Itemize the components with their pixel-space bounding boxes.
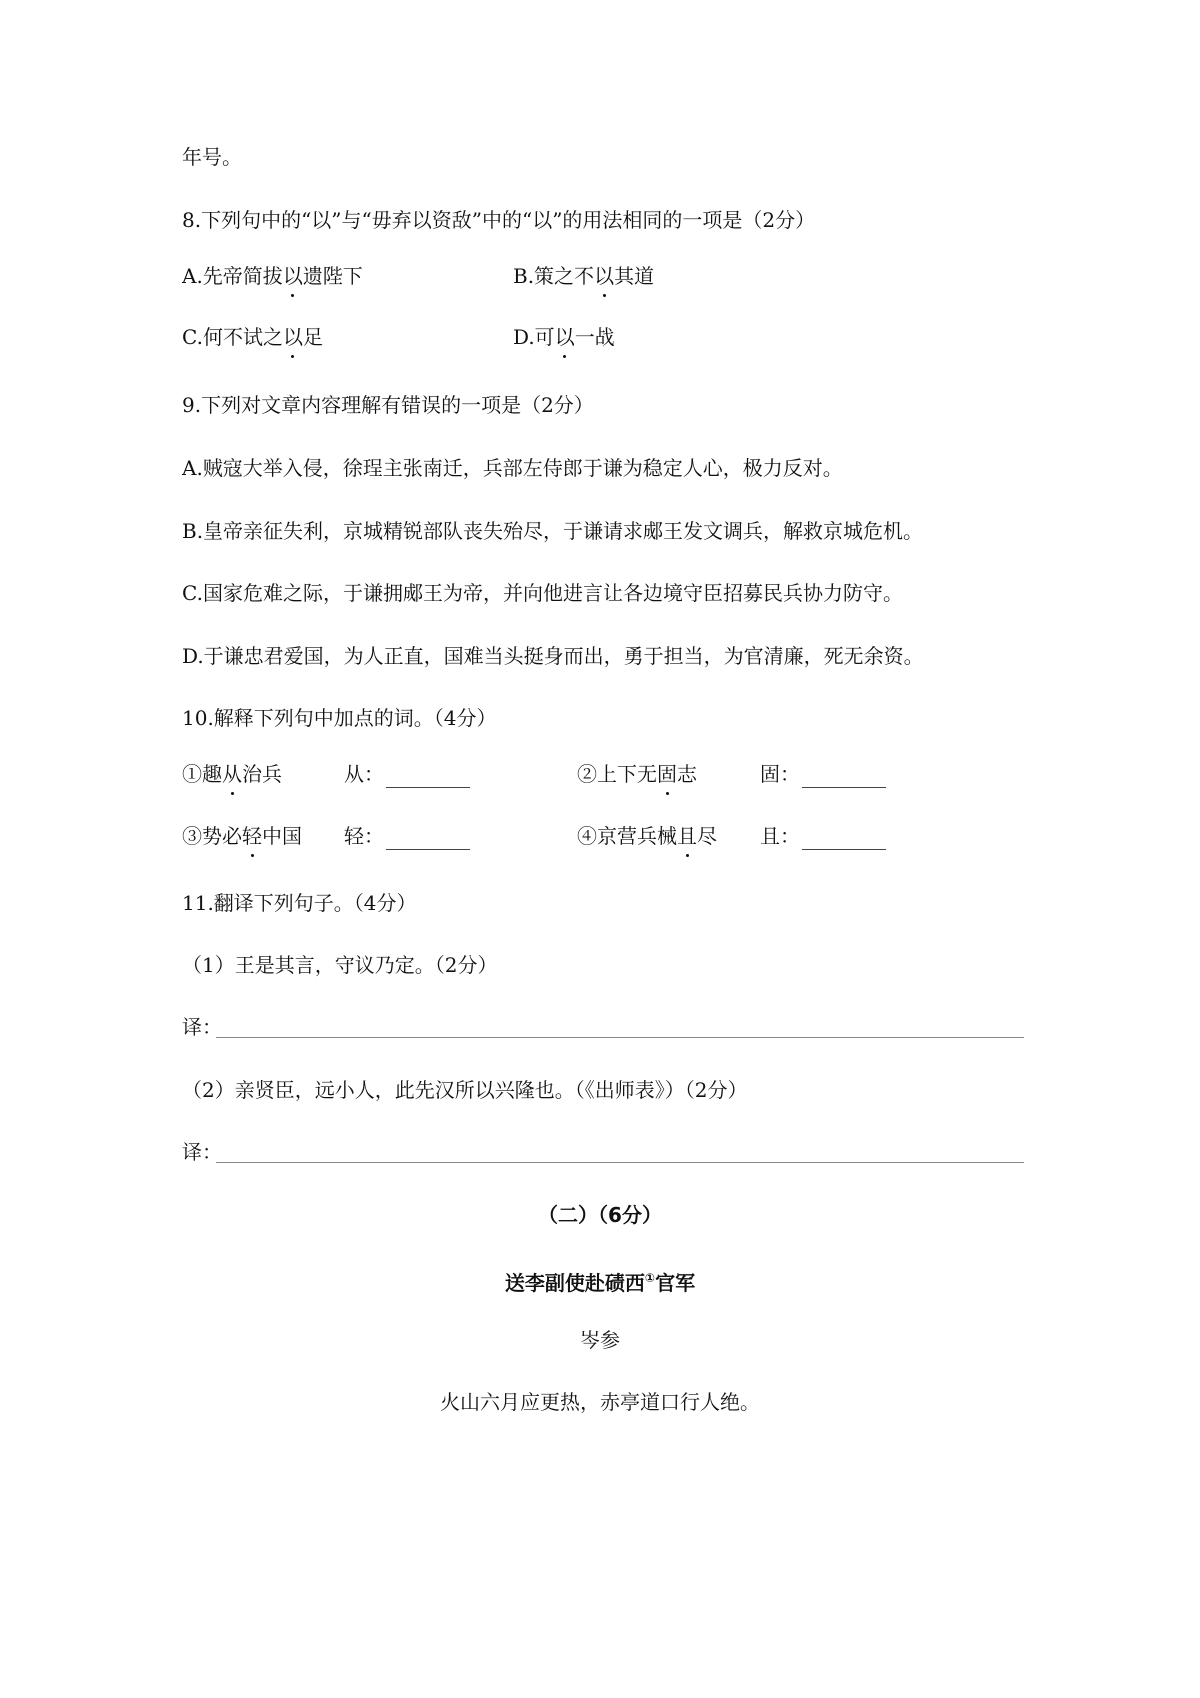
option-text: D.可 (513, 325, 555, 349)
q10-item-1 (182, 760, 282, 788)
q11-sentence-1: （1）王是其言，守议乃定。（2分） (182, 953, 498, 977)
top-fragment: 年号。 (182, 145, 242, 169)
q10-answer-4 (760, 822, 886, 850)
item-text: 尽 (697, 824, 717, 848)
dotted-char: 固 (657, 762, 677, 786)
item-text: 中国 (262, 824, 302, 848)
q10-answer-1 (344, 760, 470, 788)
item-text: ④京营兵械 (577, 824, 677, 848)
option-text: B.策之不 (513, 264, 595, 288)
dotted-char: 从 (222, 762, 242, 786)
poem-title (0, 1264, 1200, 1297)
option-text: 一战 (574, 325, 615, 349)
q9-stem: 9.下列对文章内容理解有错误的一项是（2分） (182, 393, 594, 417)
answer-label: 轻： (344, 824, 384, 848)
q8-option-b (513, 262, 654, 290)
option-text: 遗陛下 (302, 264, 363, 288)
q11-sentence-2: （2）亲贤臣，远小人，此先汉所以兴隆也。（《出师表》）（2分） (182, 1078, 748, 1102)
dotted-char: 轻 (242, 824, 262, 848)
q10-item-2 (577, 760, 697, 788)
answer-label: 且： (760, 824, 800, 848)
q10-item-4 (577, 822, 717, 850)
q8-stem: 8.下列句中的“以”与“毋弃以资敌”中的“以”的用法相同的一项是（2分） (182, 208, 816, 232)
answer-blank[interactable] (802, 767, 886, 788)
answer-blank[interactable] (386, 767, 470, 788)
q10-item-3 (182, 822, 302, 850)
q8-option-c (182, 323, 323, 351)
dotted-char: 以 (594, 264, 615, 288)
poem-line-1: 火山六月应更热，赤亭道口行人绝。 (440, 1390, 760, 1414)
q10-answer-3 (344, 822, 470, 850)
answer-label: 从： (344, 762, 384, 786)
section-heading: （二）（6分） (538, 1203, 662, 1227)
q8-option-d (513, 323, 615, 351)
q11-translation-label-2: 译： (182, 1140, 222, 1164)
dotted-char: 且 (677, 824, 697, 848)
answer-blank[interactable] (802, 829, 886, 850)
translation-line-1[interactable] (216, 1036, 1024, 1038)
poem-author: 岑参 (580, 1328, 620, 1352)
translation-line-2[interactable] (216, 1161, 1024, 1163)
q9-option-c: C.国家危难之际，于谦拥郕王为帝，并向他进言让各边境守臣招募民兵协力防守。 (182, 581, 903, 605)
option-text: 其道 (614, 264, 655, 288)
footnote-mark: ① (644, 1271, 656, 1285)
item-text: ①趣 (182, 762, 222, 786)
option-text: 足 (302, 325, 323, 349)
q9-option-a: A.贼寇大举入侵，徐珵主张南迁，兵部左侍郎于谦为稳定人心，极力反对。 (182, 456, 843, 480)
item-text: ③势必 (182, 824, 242, 848)
item-text: 治兵 (242, 762, 282, 786)
item-text: 志 (677, 762, 697, 786)
item-text: ②上下无 (577, 762, 657, 786)
q11-stem: 11.翻译下列句子。（4分） (182, 891, 417, 915)
poem-title-text: 送李副使赴碛西 (504, 1271, 645, 1295)
option-text: A.先帝简拔 (182, 264, 283, 288)
dotted-char: 以 (282, 264, 303, 288)
poem-title-text: 官军 (655, 1271, 696, 1295)
q10-stem: 10.解释下列句中加点的词。（4分） (182, 706, 497, 730)
q10-answer-2 (760, 760, 886, 788)
q8-option-a (182, 262, 363, 290)
answer-blank[interactable] (386, 829, 470, 850)
dotted-char: 以 (554, 325, 575, 349)
q9-option-b: B.皇帝亲征失利，京城精锐部队丧失殆尽，于谦请求郕王发文调兵，解救京城危机。 (182, 519, 924, 543)
option-text: C.何不试之 (182, 325, 283, 349)
answer-label: 固： (760, 762, 800, 786)
q9-option-d: D.于谦忠君爱国，为人正直，国难当头挺身而出，勇于担当，为官清廉，死无余资。 (182, 644, 924, 668)
dotted-char: 以 (282, 325, 303, 349)
q11-translation-label-1: 译： (182, 1015, 222, 1039)
